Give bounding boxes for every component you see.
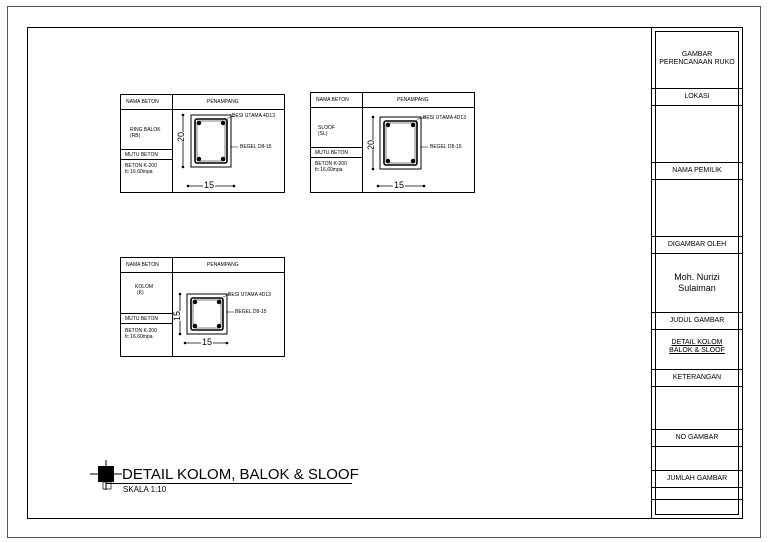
section-ring-balok [120, 94, 285, 193]
dim-height-label: 20 [366, 139, 376, 150]
title-marker-icon [90, 460, 126, 496]
header-nama-beton: NAMA BETON [126, 262, 159, 268]
no-gambar-label: NO GAMBAR [675, 434, 719, 441]
drafter-last-name: Sulaiman [678, 283, 716, 293]
judul-line-2: BALOK & SLOOF [669, 347, 725, 354]
mutu-strength: fc 16.60mpa [125, 169, 153, 175]
drawing-scale: SKALA 1:10 [123, 485, 167, 494]
rebar-main-label: BESI UTAMA 4D13 [228, 292, 271, 298]
dim-width-label: 15 [204, 180, 215, 190]
gambar-label: GAMBAR [681, 51, 713, 58]
stirrup-label: BEGEL D8-15 [235, 309, 267, 315]
judul-gambar-label: JUDUL GAMBAR [669, 317, 725, 324]
section-sloof [310, 92, 475, 193]
drafter-first-name: Moh. Nurizi [674, 272, 720, 282]
header-penampang: PENAMPANG [207, 262, 239, 268]
header-nama-beton: NAMA BETON [126, 99, 159, 105]
beton-name: SLOOF [318, 125, 335, 131]
header-penampang: PENAMPANG [397, 97, 429, 103]
mutu-grade: BETON K-200 [125, 163, 157, 169]
beton-name: RING BALOK [130, 127, 161, 133]
beton-code: (SL) [318, 131, 328, 137]
mutu-strength: fc 16.60mpa [315, 167, 343, 173]
section-kolom [120, 257, 285, 357]
digambar-oleh-label: DIGAMBAR OLEH [667, 241, 727, 248]
keterangan-label: KETERANGAN [672, 374, 722, 381]
drawing-title: DETAIL KOLOM, BALOK & SLOOF [122, 466, 359, 483]
dim-height-label: 15 [172, 310, 182, 321]
mutu-label: MUTU BETON [125, 152, 158, 158]
stirrup-label: BEGEL D8-15 [240, 144, 272, 150]
rebar-main-label: BESI UTAMA 4D13 [232, 113, 275, 119]
cross-section-drawing [172, 109, 285, 193]
mutu-grade: BETON K-200 [315, 161, 347, 167]
cross-section-drawing [172, 272, 285, 357]
judul-line-1: DETAIL KOLOM [671, 339, 723, 346]
dim-height-label: 20 [176, 131, 186, 142]
title-underline [106, 483, 352, 484]
beton-code: (K) [137, 290, 144, 296]
lokasi-label: LOKASI [684, 93, 710, 100]
beton-name: KOLOM [135, 284, 154, 290]
stirrup-label: BEGEL D8-15 [430, 144, 462, 150]
dim-width-label: 15 [394, 180, 405, 190]
header-nama-beton: NAMA BETON [316, 97, 349, 103]
project-title: PERENCANAAN RUKO [659, 59, 735, 66]
rebar-main-label: BESI UTAMA 4D13 [423, 115, 466, 121]
jumlah-gambar-label: JUMLAH GAMBAR [666, 475, 728, 482]
header-penampang: PENAMPANG [207, 99, 239, 105]
mutu-strength: fc 16.60mpa [125, 334, 153, 340]
mutu-label: MUTU BETON [125, 316, 158, 322]
title-block [651, 27, 743, 519]
mutu-label: MUTU BETON [315, 150, 348, 156]
mutu-grade: BETON K-200 [125, 328, 157, 334]
beton-code: (RB) [130, 133, 141, 139]
dim-width-label: 15 [202, 337, 213, 347]
nama-pemilik-label: NAMA PEMILIK [672, 167, 722, 174]
